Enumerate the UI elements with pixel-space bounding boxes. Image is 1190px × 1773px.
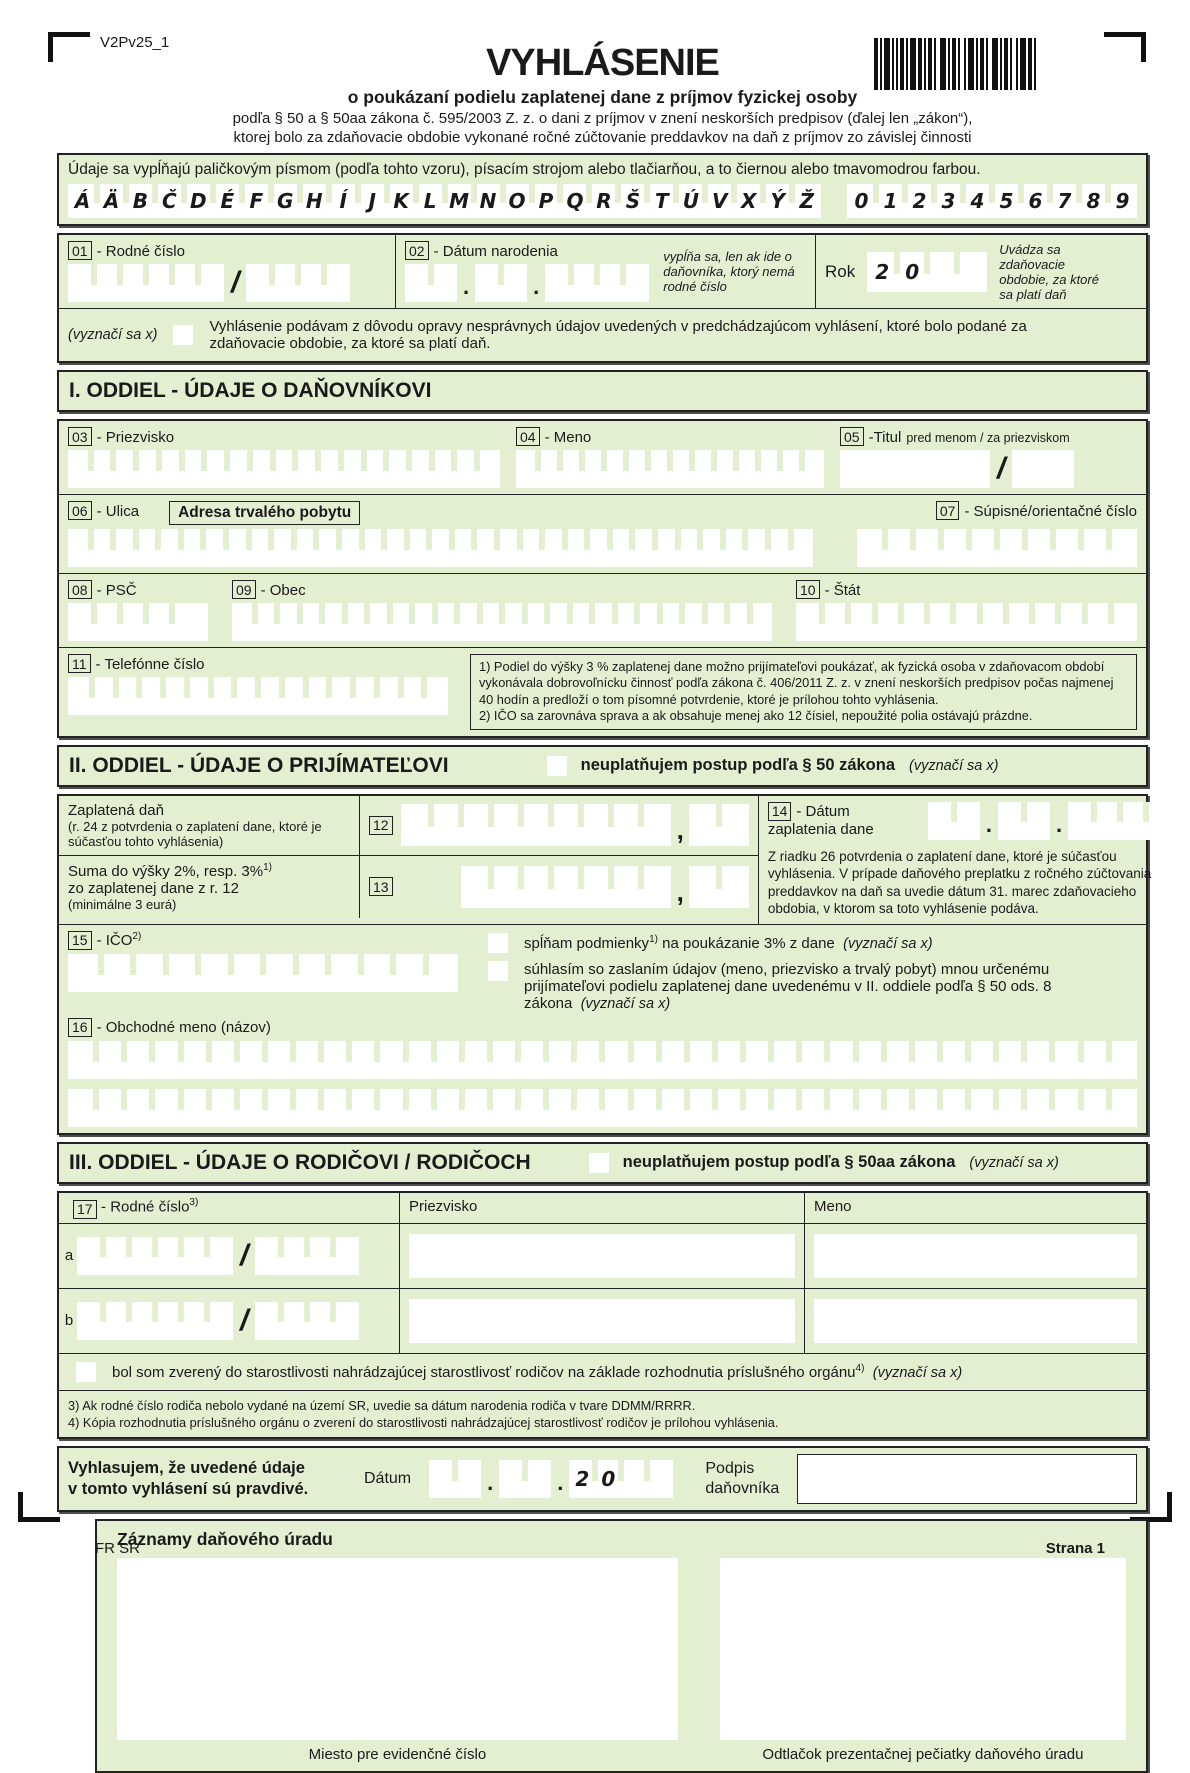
footer-issuer: FR SR (95, 1540, 140, 1557)
dot-separator: . (487, 1470, 494, 1496)
field-number: 04 (516, 427, 540, 446)
obchodne-meno-input-row2[interactable] (68, 1089, 1137, 1127)
section2-optout-mark: (vyznačí sa x) (909, 757, 999, 774)
fill-instructions-box (57, 153, 1148, 226)
field-number: 07 (936, 501, 960, 520)
field-label: - Rodné číslo (96, 242, 185, 260)
share-sub: (minimálne 3 eurá) (68, 896, 177, 912)
field-number: 11 (68, 654, 91, 673)
signature-field[interactable] (797, 1454, 1137, 1504)
records-caption-left: Miesto pre evidenčné číslo (308, 1746, 487, 1764)
three-percent-label2: na poukázanie 3% z dane (662, 934, 835, 952)
correction-text: Vyhlásenie podávam z dôvodu opravy nesprávnych údajov uvedených v predchádzajúcom vyhlásení, ktoré bolo podané za zdaňovacie obdobie, za ktoré sa platí daň. (209, 318, 1027, 352)
footnote-2: 2) IČO sa zarovnáva sprava a ak obsahuje menej ako 12 čísiel, nepoužité polia ostávajú prázdne. (479, 708, 1033, 724)
parent-a-meno-input[interactable] (814, 1234, 1137, 1278)
section2-optout-label: neuplatňujem postup podľa § 50 zákona (580, 756, 896, 774)
priezvisko-input[interactable] (68, 450, 500, 488)
footnote-ref: 3) (189, 1196, 199, 1208)
field-label: - Telefónne číslo (95, 655, 205, 673)
suma-input[interactable] (461, 866, 671, 908)
paid-tax-sub: (r. 24 z potvrdenia o zaplatení dane, ktoré je súčasťou tohto vyhlásenia) (68, 818, 322, 849)
field-number: 01 (68, 241, 92, 260)
section3-box (57, 1191, 1148, 1439)
slash-separator: / (997, 452, 1006, 485)
field-number: 08 (68, 580, 92, 599)
correction-checkbox[interactable] (173, 325, 193, 345)
field-number: 14 (768, 802, 792, 821)
birth-date-note: vypĺňa sa, len ak ide o daňovníka, ktorý nemá rodné číslo (663, 249, 795, 294)
dot-separator: . (985, 811, 992, 837)
field-label: - Priezvisko (96, 428, 175, 446)
form-code: V2Pv25_1 (100, 34, 170, 51)
field-label: - Obchodné meno (názov) (96, 1019, 271, 1037)
identification-box (57, 233, 1148, 363)
footnote-ref: 4) (855, 1362, 865, 1374)
titul-pred-input[interactable] (840, 450, 990, 488)
zaplatena-dan-decimals-input[interactable] (689, 804, 749, 846)
obec-input[interactable] (232, 603, 772, 641)
col-priezvisko: Priezvisko (399, 1193, 804, 1223)
field-number: 15 (68, 931, 92, 950)
tax-year-input[interactable]: 2 0 (867, 252, 987, 292)
slash-separator: / (240, 1238, 249, 1272)
paid-tax-label: Zaplatená daň (68, 801, 164, 819)
section2-box (57, 794, 1152, 1135)
field-label: - Meno (544, 428, 592, 446)
parent-b-rodne-cislo-suffix-input[interactable] (255, 1302, 359, 1340)
birth-day-input[interactable] (405, 264, 457, 302)
declaration-text: Vyhlasujem, že uvedené údaje (68, 1459, 305, 1478)
header-law-line: podľa § 50 a § 50aa zákona č. 595/2003 Z. z. o dani z príjmov v znení neskorších predpisov (ďalej len „zákon“), (232, 110, 973, 127)
parent-row-a-label: a (64, 1247, 74, 1265)
field-label: -Titul (868, 428, 902, 446)
section3-title: III. ODDIEL - ÚDAJE O RODIČOVI / RODIČOCH (69, 1150, 531, 1174)
fill-instructions-text: Údaje sa vypĺňajú paličkovým písmom (podľa tohto vzoru), písacím strojom alebo tlačiarňou, a to čiernou alebo tmavomodrou farbou. (68, 161, 981, 178)
footnote-3: 3) Ak rodné číslo rodiča nebolo vydané na území SR, uvedie sa dátum narodenia rodiča v tvare DDMM/RRRR. (68, 1397, 696, 1413)
tax-year-note: Uvádza sa zdaňovacie obdobie, za ktoré sa platí daň (999, 241, 1099, 302)
field-label: - Obec (260, 581, 306, 599)
obchodne-meno-input-row1[interactable] (68, 1041, 1137, 1079)
address-section-label: Adresa trvalého pobytu (169, 501, 360, 525)
meno-input[interactable] (516, 450, 824, 488)
page-title: VYHLÁSENIE (486, 42, 719, 84)
field-label: - Súpisné/orientačné číslo (964, 502, 1137, 520)
section3-optout-label: neuplatňujem postup podľa § 50aa zákona (622, 1153, 956, 1172)
three-percent-checkbox[interactable] (488, 933, 508, 953)
consent-label: súhlasím so zaslaním údajov (meno, priezvisko a trvalý pobyt) mnou určenému prijímateľovi podielu zaplatenej dane uvedenému v II. oddiele podľa § 50 ods. 8 zákona (524, 960, 1052, 1012)
share-label: Suma do výšky 2%, resp. 3% (68, 862, 264, 880)
titul-za-input[interactable] (1012, 450, 1074, 488)
three-percent-label: spĺňam podmienky (524, 934, 650, 952)
declaration-box (57, 1446, 1148, 1512)
signature-label: Podpis (705, 1460, 755, 1478)
field-number: 05 (840, 427, 864, 446)
slash-separator: / (240, 1303, 249, 1337)
dot-separator: . (463, 274, 470, 299)
foster-care-label: bol som zverený do starostlivosti nahrádzajúcej starostlivosť rodičov na základe rozhodnutia príslušného orgánu (112, 1363, 856, 1381)
field-label-suffix: pred menom / za priezviskom (906, 430, 1070, 445)
section2-header (57, 745, 1148, 787)
suma-decimals-input[interactable] (689, 866, 749, 908)
field-number: 16 (68, 1018, 92, 1037)
records-title: Záznamy daňového úradu (117, 1529, 333, 1550)
records-box (95, 1519, 1148, 1773)
field-label: - Rodné číslo (101, 1198, 190, 1216)
field-label: - Dátum narodenia (433, 242, 558, 260)
datum-zaplatenia-month-input[interactable] (998, 802, 1050, 840)
parent-b-rodne-cislo-input[interactable] (77, 1302, 233, 1340)
parent-a-rodne-cislo-suffix-input[interactable] (255, 1237, 359, 1275)
dot-separator: . (533, 274, 540, 299)
parent-b-priezvisko-input[interactable] (409, 1299, 795, 1343)
rodne-cislo-input[interactable] (68, 264, 224, 302)
field-number: 17 (73, 1200, 97, 1219)
share-label2: zo zaplatenej dane z r. 12 (68, 879, 239, 897)
declaration-day-input[interactable] (429, 1460, 481, 1498)
page-subtitle: o poukázaní podielu zaplatenej dane z príjmov fyzickej osoby (347, 87, 858, 107)
page-number: Strana 1 (1045, 1540, 1105, 1557)
comma-separator: , (676, 815, 684, 845)
rodne-cislo-suffix-input[interactable] (246, 264, 350, 302)
ico-input[interactable] (68, 954, 458, 992)
section2-title: II. ODDIEL - ÚDAJE O PRIJÍMATEĽOVI (69, 753, 449, 777)
sample-digits: 0 1 2 3 4 5 6 7 8 9 (847, 184, 1137, 218)
field-label: - PSČ (96, 581, 137, 599)
correction-mark-note: (vyznačí sa x) (68, 327, 158, 343)
crop-mark-icon (18, 1492, 60, 1522)
field-number: 13 (369, 877, 393, 896)
field-number: 12 (369, 816, 393, 835)
supisne-cislo-input[interactable] (857, 529, 1137, 567)
mark-note: (vyznačí sa x) (843, 935, 933, 952)
psc-input[interactable] (68, 603, 208, 641)
section1-header (57, 370, 1148, 412)
declaration-month-input[interactable] (499, 1460, 551, 1498)
share-footnote-ref: 1) (263, 861, 272, 873)
field-label: - Štát (824, 581, 861, 599)
birth-month-input[interactable] (475, 264, 527, 302)
dot-separator: . (557, 1470, 564, 1496)
section1-box (57, 419, 1148, 738)
field-number: 09 (232, 580, 256, 599)
stat-input[interactable] (796, 603, 1137, 641)
section3-optout-checkbox[interactable] (589, 1153, 609, 1173)
field-number: 10 (796, 580, 820, 599)
sample-letters: Á Ä B Č D É F G H Í J K L M N O P Q R Š T Ú V X Ý Ž (68, 184, 821, 218)
datum-zaplatenia-year-input[interactable] (1068, 802, 1172, 840)
footnote-ref: 1) (649, 933, 658, 945)
signature-label: daňovníka (705, 1480, 780, 1498)
field-label: - Ulica (96, 502, 140, 520)
records-evidence-area (117, 1558, 678, 1740)
footnote-4: 4) Kópia rozhodnutia príslušného orgánu o zverení do starostlivosti nahrádzajúcej starostlivosť rodičov je prílohou vyhlásenia. (68, 1414, 779, 1430)
header-law-line: ktorej bolo za zdaňovacie obdobie vykonané ročné zúčtovanie preddavkov na daň z príjmov zo závislej činnosti (233, 129, 972, 146)
field-number: 03 (68, 427, 92, 446)
parent-a-rodne-cislo-input[interactable] (77, 1237, 233, 1275)
mark-note: (vyznačí sa x) (580, 995, 671, 1012)
ico-footnote-ref: 2) (132, 931, 142, 943)
field-label2: zaplatenia dane (767, 820, 874, 838)
records-caption-right: Odtlačok prezentačnej pečiatky daňového úradu (762, 1746, 1084, 1764)
declaration-year-input[interactable]: 2 0 (569, 1460, 673, 1498)
field-number: 06 (68, 501, 92, 520)
rok-label: Rok (825, 261, 856, 281)
col-meno: Meno (804, 1193, 1146, 1223)
slash-separator: / (231, 266, 240, 299)
mark-note: (vyznačí sa x) (872, 1364, 963, 1381)
declaration-text: v tomto vyhlásení sú pravdivé. (68, 1480, 309, 1499)
consent-checkbox[interactable] (488, 961, 508, 981)
footnote-1: 1) Podiel do výšky 3 % zaplatenej dane možno prijímateľovi poukázať, ak fyzická osoba v zdaňovacom období vykonávala dobrovoľnícku činnosť podľa zákona č. 406/2011 Z. z. v znení neskorších predpisov počas najmenej 40 hodín a predloží o tom písomné potvrdenie, ktoré je prílohou tohto vyhlásenia. (479, 659, 1114, 707)
section2-optout-checkbox[interactable] (547, 756, 567, 776)
birth-year-input[interactable] (545, 264, 649, 302)
field-label: - IČO (96, 932, 133, 950)
records-stamp-area (720, 1558, 1126, 1740)
section3-header (57, 1142, 1148, 1184)
zaplatena-dan-input[interactable] (401, 804, 671, 846)
field-label: - Dátum (796, 803, 850, 820)
datum-zaplatenia-note: Z riadku 26 potvrdenia o zaplatení dane, ktoré je súčasťou vyhlásenia. V prípade daňového preplatku z ročného zúčtovania preddavkov na daň sa uvedie dátum 31. marec zdaňovacieho obdobia, v ktorom sa toto vyhlásenie podáva. (767, 848, 1152, 917)
foster-care-checkbox[interactable] (76, 1362, 96, 1382)
dot-separator: . (1055, 811, 1063, 837)
parent-a-priezvisko-input[interactable] (409, 1234, 795, 1278)
parent-row-b-label: b (64, 1312, 74, 1330)
comma-separator: , (676, 876, 684, 907)
field-number: 02 (405, 241, 429, 260)
date-label: Dátum (364, 1470, 412, 1488)
section1-title: I. ODDIEL - ÚDAJE O DAŇOVNÍKOVI (69, 379, 432, 402)
section3-optout-mark: (vyznačí sa x) (969, 1154, 1059, 1171)
datum-zaplatenia-day-input[interactable] (928, 802, 980, 840)
telefon-input[interactable] (68, 677, 448, 715)
ulica-input[interactable] (68, 529, 813, 567)
parent-b-meno-input[interactable] (814, 1299, 1137, 1343)
